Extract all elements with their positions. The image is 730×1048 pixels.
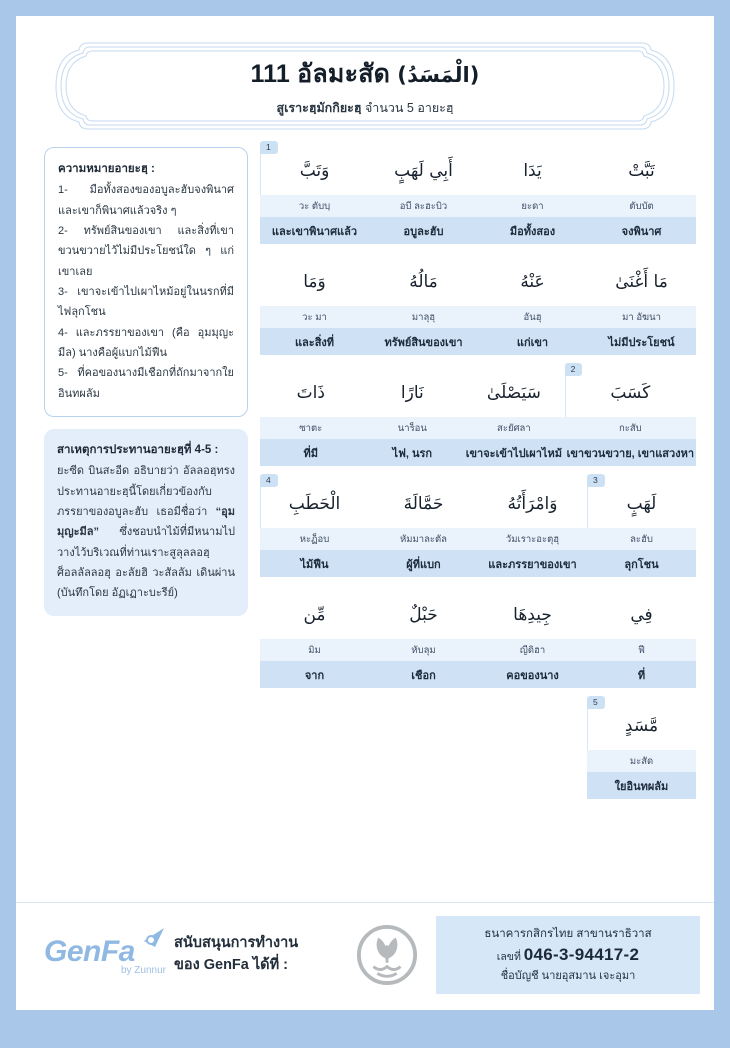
transliteration: ยะดา: [478, 195, 587, 217]
arabic-word: جِيدِهَا: [513, 605, 552, 625]
thai-translation: ไม่มีประโยชน์: [587, 328, 696, 355]
transliteration: หับลุม: [369, 639, 478, 661]
thai-translation: ทรัพย์สินของเขา: [369, 328, 478, 355]
thai-translation: ไฟ, นรก: [362, 439, 464, 466]
reason-highlight: “อุมมุญะมีล”: [57, 506, 235, 539]
thai-translation: อบูละฮับ: [369, 217, 478, 244]
word-cell: [587, 147, 696, 244]
transliteration: อบี ละฮะบิว: [369, 195, 478, 217]
empty-cell: [260, 702, 369, 799]
meaning-line: 1- มือทั้งสองของอบูละฮับจงพินาศ และเขาก็พินาศแล้วจริง ๆ: [58, 184, 234, 217]
word-cell: [478, 258, 587, 355]
word-cell: [478, 480, 587, 577]
thai-translation: ไม้ฟืน: [260, 550, 369, 577]
account-number-label: เลขที่: [496, 951, 524, 963]
word-cell: [369, 258, 478, 355]
reason-part1: ยะซีด บินสะอีด อธิบายว่า อัลลอฮฺทรงประทานอายะฮฺนี้โดยเกี่ยวข้องกับภรรยาของอบูละฮับ เธอมีชื่อว่า: [57, 465, 235, 518]
transliteration: อันฮุ: [478, 306, 587, 328]
support-line2: ของ GenFa ได้ที่ :: [174, 957, 289, 973]
word-row: [260, 591, 696, 688]
arabic-word: مِّن: [303, 605, 326, 625]
arabic-word: لَهَبٍ: [587, 480, 696, 528]
verse-number-badge: 1: [260, 141, 278, 154]
meaning-line: 2- ทรัพย์สินของเขา และสิ่งที่เขาขวนขวายไว้ไม่มีประโยชน์ใด ๆ แก่เขาเลย: [58, 224, 234, 278]
page-subtitle: [276, 98, 453, 118]
meaning-box: [44, 147, 248, 417]
arabic-word: حَبْلٌ: [409, 605, 438, 625]
word-row: [260, 142, 696, 244]
thai-translation: ใยอินทผลัม: [587, 772, 696, 799]
transliteration: ละฮับ: [587, 528, 696, 550]
bank-account-number-line: [448, 945, 688, 965]
transliteration: ฟี: [587, 639, 696, 661]
thai-translation: เขาขวนขวาย, เขาแสวงหา: [565, 439, 696, 466]
arabic-word: الْحَطَبِ: [260, 480, 369, 528]
word-cell: [587, 591, 696, 688]
thai-translation: ที่: [587, 661, 696, 688]
genfa-logo-byline: by Zunnur: [120, 964, 166, 976]
account-number: 046-3-94417-2: [523, 945, 640, 964]
word-row: [260, 258, 696, 355]
arabic-word: تَبَّتْ: [628, 161, 655, 181]
word-cell: [587, 697, 696, 799]
footer: [16, 902, 714, 1010]
arabic-word: نَارًا: [400, 383, 424, 403]
bank-account-holder: ชื่อบัญชี นายอุสมาน เจะอุมา: [500, 970, 636, 982]
transliteration: มาลุฮุ: [369, 306, 478, 328]
transliteration: วะ ตับบฺ: [260, 195, 369, 217]
arabic-word: ذَاتَ: [296, 383, 325, 403]
arabic-word: مَالُهُ: [409, 272, 438, 292]
arabic-word: حَمَّالَةَ: [403, 494, 444, 514]
arabic-word: كَسَبَ: [565, 369, 696, 417]
transliteration: นาร็อน: [362, 417, 464, 439]
thai-translation: แก่เขา: [478, 328, 587, 355]
meaning-list: [58, 180, 234, 404]
word-cell: [260, 142, 369, 244]
thai-translation: และเขาพินาศแล้ว: [260, 217, 369, 244]
bank-name: ธนาคารกสิกรไทย สาขานราธิวาส: [484, 928, 652, 940]
word-grid: [260, 142, 699, 813]
bank-account-box: [436, 916, 700, 994]
thai-translation: เขาจะเข้าไปเผาไหม้: [463, 439, 565, 466]
thai-translation: คอของนาง: [478, 661, 587, 688]
ayah-count: จำนวน 5 อายะฮฺ: [361, 101, 454, 115]
empty-cell: [478, 702, 587, 799]
word-cell: [369, 591, 478, 688]
thai-translation: ผู้ที่แบก: [369, 550, 478, 577]
transliteration: มิม: [260, 639, 369, 661]
arabic-word: وَمَا: [303, 272, 326, 292]
arabic-word: فِي: [630, 605, 653, 625]
transliteration: วะ มา: [260, 306, 369, 328]
thai-translation: มือทั้งสอง: [478, 217, 587, 244]
revelation-reason-box: [44, 429, 248, 616]
arabic-word: يَدَا: [523, 161, 542, 181]
header-frame: [48, 40, 682, 132]
verse-number-badge: 2: [565, 363, 583, 376]
meaning-line: 3- เขาจะเข้าไปเผาไหม้อยู่ในนรกที่มีไฟลุกโชน: [58, 285, 234, 319]
meaning-line: 4- และภรรยาของเขา (คือ อุมมุญะมีล) นางคือผู้แบกไม้ฟืน: [58, 326, 234, 360]
word-row: [260, 475, 696, 577]
flag-icon: [140, 927, 166, 951]
arabic-word: سَيَصْلَىٰ: [486, 383, 541, 403]
surah-type: สูเราะฮฺมักกิยะฮฺ: [276, 101, 362, 115]
thai-translation: และภรรยาของเขา: [478, 550, 587, 577]
transliteration: มา อัฆนา: [587, 306, 696, 328]
word-row: [260, 364, 696, 466]
page-title: [250, 54, 479, 94]
reason-part2: ซึ่งชอบนำไม้ที่มีหนามไปวางไว้บริเวณที่ท่านเราะสูลุลลอฮฺ ศ็อลลัลลอฮุ อะลัยฮิ วะสัลลัม เดินผ่าน (บันทึกโดย อัฏเฏาะบะรีย์): [57, 526, 235, 600]
transliteration: หะฏ็อบ: [260, 528, 369, 550]
transliteration: ซาตะ: [260, 417, 362, 439]
word-cell: [587, 475, 696, 577]
arabic-word: وَامْرَأَتُهُ: [507, 494, 558, 514]
word-cell: [260, 591, 369, 688]
arabic-word: وَتَبَّ: [260, 147, 369, 195]
arabic-word: أَبِي لَهَبٍ: [394, 161, 453, 181]
surah-title-arabic: (الْمَسَدُ): [397, 63, 480, 87]
transliteration: สะยัศลา: [463, 417, 565, 439]
arabic-word: عَنْهُ: [520, 272, 545, 292]
thai-translation: จงพินาศ: [587, 217, 696, 244]
thai-translation: เชือก: [369, 661, 478, 688]
word-cell: [478, 147, 587, 244]
support-line1: สนับสนุนการทำงาน: [174, 935, 299, 952]
support-text: [174, 933, 344, 977]
transliteration: ตับบัต: [587, 195, 696, 217]
word-row: [260, 697, 696, 799]
transliteration: กะสับ: [565, 417, 696, 439]
reason-text: [57, 461, 235, 603]
thai-translation: และสิ่งที่: [260, 328, 369, 355]
thai-translation: จาก: [260, 661, 369, 688]
verse-number-badge: 4: [260, 474, 278, 487]
transliteration: วัมเราะอะตุฮุ: [478, 528, 587, 550]
transliteration: ญีดิฮา: [478, 639, 587, 661]
surah-title-thai: 111 อัลมะสัด: [250, 60, 391, 88]
genfa-logo: [44, 935, 174, 976]
bank-sprout-logo-icon: [356, 924, 418, 986]
word-cell: [260, 369, 362, 466]
thai-translation: ที่มี: [260, 439, 362, 466]
empty-cell: [369, 702, 478, 799]
word-cell: [260, 475, 369, 577]
thai-translation: ลุกโชน: [587, 550, 696, 577]
word-cell: [587, 258, 696, 355]
word-cell: [362, 369, 464, 466]
reason-box-title: สาเหตุการประทานอายะฮฺที่ 4-5 :: [57, 444, 219, 457]
genfa-logo-text: GenFa: [44, 934, 135, 968]
arabic-word: مَا أَغْنَىٰ: [615, 272, 668, 292]
verse-number-badge: 5: [587, 696, 605, 709]
page: [16, 16, 714, 1010]
verse-number-badge: 3: [587, 474, 605, 487]
word-cell: [565, 364, 696, 466]
meaning-box-title: ความหมายอายะฮฺ :: [58, 163, 155, 175]
word-cell: [478, 591, 587, 688]
meaning-line: 5- ที่คอของนางมีเชือกที่ถักมาจากใยอินทผลัม: [58, 367, 234, 400]
transliteration: มะสัด: [587, 750, 696, 772]
transliteration: หัมมาละตัล: [369, 528, 478, 550]
word-cell: [260, 258, 369, 355]
sidebar: [44, 147, 248, 616]
word-cell: [369, 147, 478, 244]
arabic-word: مَّسَدٍ: [587, 702, 696, 750]
word-cell: [463, 369, 565, 466]
word-cell: [369, 480, 478, 577]
